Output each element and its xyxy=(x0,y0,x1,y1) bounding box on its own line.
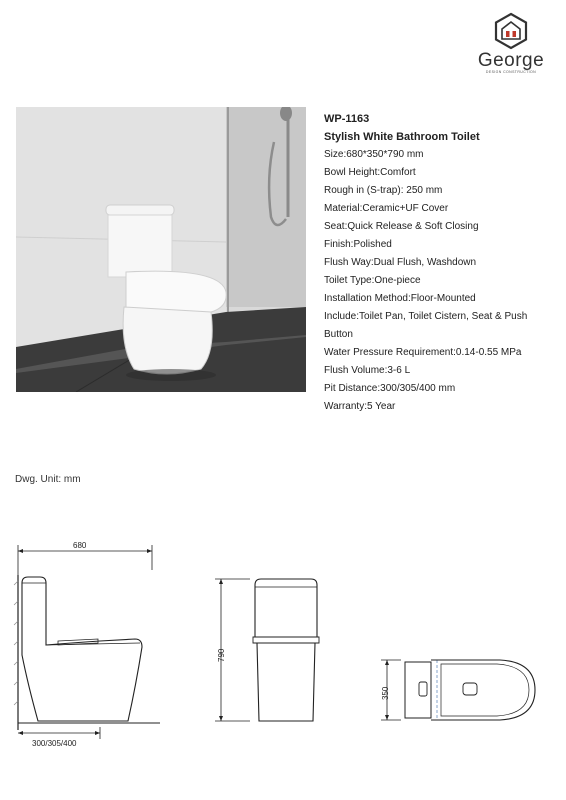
product-name: Stylish White Bathroom Toilet xyxy=(324,131,480,143)
spec-row: Button xyxy=(324,329,353,340)
brand-logo xyxy=(470,12,552,84)
spec-row: Material:Ceramic+UF Cover xyxy=(324,203,449,214)
spec-row: Flush Volume:3-6 L xyxy=(324,365,411,376)
spec-row: Size:680*350*790 mm xyxy=(324,149,424,160)
spec-rows xyxy=(324,146,554,416)
spec-row: Toilet Type:One-piece xyxy=(324,275,421,286)
brand-tagline: DESIGN CONSTRUCTION xyxy=(485,70,537,74)
brand-name: George xyxy=(477,50,545,71)
spec-row: Bowl Height:Comfort xyxy=(324,167,416,178)
dim-length-label: 680 xyxy=(73,541,87,550)
dim-pit-label: 300/305/400 xyxy=(32,739,77,748)
model-number: WP-1163 xyxy=(324,113,370,125)
drawing-unit-label: Dwg. Unit: mm xyxy=(15,474,81,485)
dim-height-label: 790 xyxy=(217,648,226,662)
dim-width-label: 350 xyxy=(381,686,390,700)
spec-row: Finish:Polished xyxy=(324,239,392,250)
top-view-drawing xyxy=(375,648,545,730)
spec-row: Rough in (S-trap): 250 mm xyxy=(324,185,443,196)
front-view-drawing xyxy=(205,575,325,725)
spec-row: Seat:Quick Release & Soft Closing xyxy=(324,221,479,232)
house-hex-icon xyxy=(493,12,529,50)
spec-row: Flush Way:Dual Flush, Washdown xyxy=(324,257,477,268)
product-photo xyxy=(16,107,306,392)
spec-row: Pit Distance:300/305/400 mm xyxy=(324,383,456,394)
spec-row: Water Pressure Requirement:0.14-0.55 MPa xyxy=(324,347,522,358)
spec-row: Include:Toilet Pan, Toilet Cistern, Seat & Push xyxy=(324,311,528,322)
side-view-drawing xyxy=(10,535,160,755)
spec-row: Installation Method:Floor-Mounted xyxy=(324,293,476,304)
spec-list xyxy=(324,110,554,416)
spec-row: Warranty:5 Year xyxy=(324,401,396,412)
